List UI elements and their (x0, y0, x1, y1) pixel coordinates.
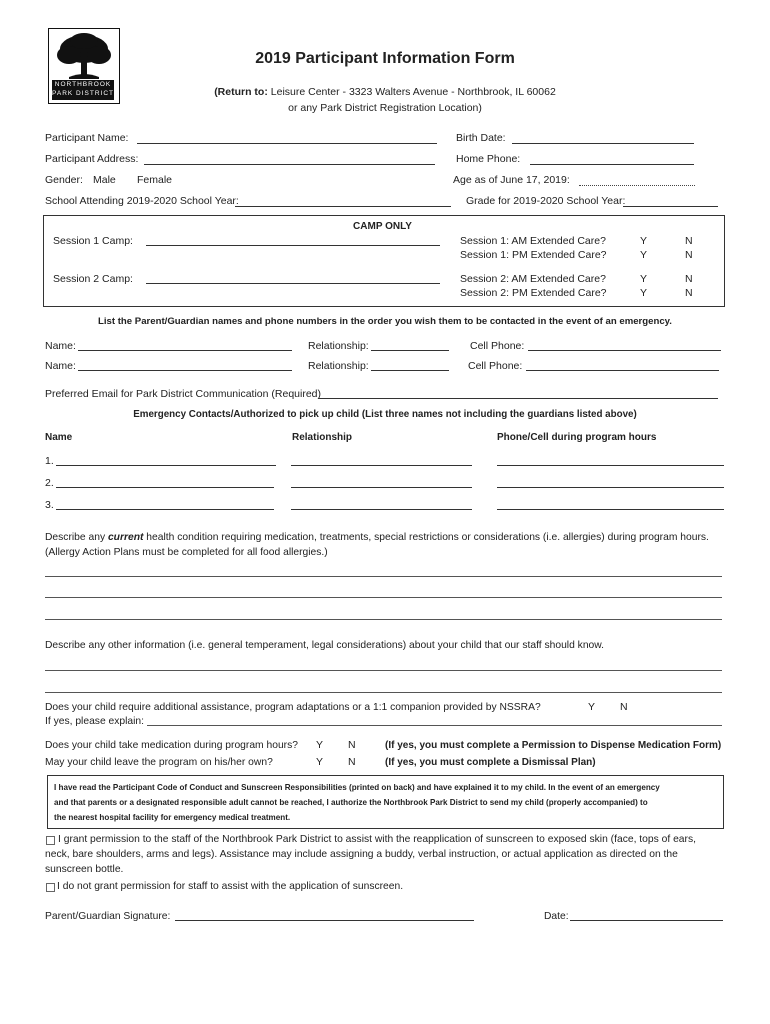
guardian-2-relationship-label: Relationship: (308, 360, 369, 372)
signature-label: Parent/Guardian Signature: (45, 911, 171, 922)
consent-line-1: I have read the Participant Code of Conduct and Sunscreen Responsibilities (printed on back) and have explained it to my child. In the event of an emergency (54, 783, 660, 792)
guardian-2-cell-label: Cell Phone: (468, 360, 523, 372)
guardian-1-relationship-field[interactable] (371, 350, 449, 351)
medication-no[interactable]: N (348, 739, 356, 751)
guardian-2-name-field[interactable] (78, 370, 292, 371)
gender-option-male[interactable]: Male (93, 174, 116, 186)
home-phone-field[interactable] (530, 164, 694, 165)
dismissal-no[interactable]: N (348, 756, 356, 768)
health-suffix: health condition requiring medication, treatments, special restrictions or considerations (i.e. allergies) during program hours. (143, 532, 709, 543)
guardian-2-relationship-field[interactable] (371, 370, 449, 371)
sunscreen-grant-line-3: sunscreen bottle. (45, 864, 124, 875)
participant-address-label: Participant Address: (45, 153, 139, 165)
emergency-row-2-relationship-field[interactable] (291, 487, 472, 488)
assistance-no[interactable]: N (620, 701, 628, 713)
date-field[interactable] (570, 920, 723, 921)
emergency-row-1-relationship-field[interactable] (291, 465, 472, 466)
logo-line-1: NORTHBROOK (54, 81, 112, 88)
assistance-explain-label: If yes, please explain: (45, 716, 145, 727)
emergency-row-1-number: 1. (45, 455, 54, 467)
session-1-camp-label: Session 1 Camp: (53, 235, 133, 247)
assistance-yes[interactable]: Y (588, 701, 596, 713)
participant-address-field[interactable] (144, 164, 435, 165)
sunscreen-deny-checkbox[interactable] (46, 883, 55, 892)
emergency-row-2-name-field[interactable] (56, 487, 274, 488)
session-1-am-no[interactable]: N (685, 235, 693, 247)
birth-date-label: Birth Date: (456, 132, 506, 144)
emergency-row-2-number: 2. (45, 477, 54, 489)
return-address-text: Leisure Center - 3323 Walters Avenue - Northbrook, IL 60062 (267, 86, 556, 98)
participant-name-label: Participant Name: (45, 132, 129, 144)
return-label: (Return to: (214, 86, 268, 98)
emergency-row-1-phone-field[interactable] (497, 465, 724, 466)
session-1-pm-label: Session 1: PM Extended Care? (460, 249, 607, 261)
guardian-1-cell-label: Cell Phone: (470, 340, 525, 352)
dismissal-note: (If yes, you must complete a Dismissal Plan) (385, 757, 596, 768)
emergency-col-phone: Phone/Cell during program hours (497, 432, 657, 443)
sunscreen-grant-line-2: neck, bare shoulders, arms and legs). Assistance may include assigning a buddy, verbal instruction, or actual application as directed on the (45, 849, 678, 860)
consent-line-3: the nearest hospital facility for emergency medical treatment. (54, 813, 291, 822)
other-info-line-2[interactable] (45, 692, 722, 693)
guardian-1-cell-field[interactable] (528, 350, 721, 351)
age-field[interactable] (579, 185, 695, 186)
emergency-row-3-relationship-field[interactable] (291, 509, 472, 510)
session-2-camp-field[interactable] (146, 283, 440, 284)
session-1-am-label: Session 1: AM Extended Care? (460, 235, 606, 247)
form-title: 2019 Participant Information Form (255, 50, 515, 67)
other-info-prompt: Describe any other information (i.e. general temperament, legal considerations) about your child that our staff should know. (45, 640, 605, 651)
medication-yes[interactable]: Y (316, 739, 324, 751)
guardian-instruction: List the Parent/Guardian names and phone numbers in the order you wish them to be contacted in the event of an emergency. (98, 316, 672, 327)
preferred-email-label: Preferred Email for Park District Communication (Required) (45, 388, 321, 400)
gender-option-female[interactable]: Female (137, 174, 173, 186)
sunscreen-grant-line-1: I grant permission to the staff of the Northbrook Park District to assist with the reapplication of sunscreen to exposed skin (face, tops of ears, (58, 834, 696, 845)
camp-only-title: CAMP ONLY (353, 221, 412, 232)
health-line-1[interactable] (45, 576, 722, 577)
emergency-row-3-phone-field[interactable] (497, 509, 724, 510)
health-emphasis: current (107, 532, 144, 543)
session-1-camp-field[interactable] (146, 245, 440, 246)
guardian-1-name-field[interactable] (78, 350, 292, 351)
participant-name-field[interactable] (137, 143, 437, 144)
assistance-question: Does your child require additional assistance, program adaptations or a 1:1 companion provided by NSSRA? (45, 702, 541, 713)
session-2-am-yes[interactable]: Y (640, 273, 648, 285)
guardian-1-name-label: Name: (45, 340, 76, 352)
emergency-row-3-number: 3. (45, 499, 54, 511)
gender-label: Gender: (45, 174, 83, 186)
session-2-am-no[interactable]: N (685, 273, 693, 285)
signature-field[interactable] (175, 920, 474, 921)
medication-question: Does your child take medication during program hours? (45, 740, 298, 751)
return-address (0, 86, 770, 99)
other-info-line-1[interactable] (45, 670, 722, 671)
emergency-row-2-phone-field[interactable] (497, 487, 724, 488)
health-line-3[interactable] (45, 619, 722, 620)
date-label: Date: (544, 911, 569, 922)
home-phone-label: Home Phone: (456, 153, 521, 165)
return-address-line-2: or any Park District Registration Location) (288, 102, 482, 114)
birth-date-field[interactable] (512, 143, 694, 144)
emergency-row-1-name-field[interactable] (56, 465, 276, 466)
age-label: Age as of June 17, 2019: (453, 174, 570, 186)
session-2-pm-label: Session 2: PM Extended Care? (460, 287, 607, 299)
session-1-pm-yes[interactable]: Y (640, 249, 648, 261)
preferred-email-field[interactable] (318, 398, 718, 399)
health-prefix: Describe any (45, 532, 108, 543)
assistance-explain-field[interactable] (147, 725, 722, 726)
medication-note: (If yes, you must complete a Permission to Dispense Medication Form) (385, 740, 722, 751)
school-field[interactable] (235, 206, 451, 207)
session-2-pm-yes[interactable]: Y (640, 287, 648, 299)
session-1-am-yes[interactable]: Y (640, 235, 648, 247)
logo-line-2: PARK DISTRICT (52, 90, 114, 97)
guardian-2-cell-field[interactable] (526, 370, 719, 371)
health-line-2[interactable] (45, 597, 722, 598)
health-condition-prompt (45, 531, 709, 544)
guardian-2-name-label: Name: (45, 360, 76, 372)
dismissal-question: May your child leave the program on his/her own? (45, 757, 273, 768)
sunscreen-grant-checkbox[interactable] (46, 836, 55, 845)
session-1-pm-no[interactable]: N (685, 249, 693, 261)
sunscreen-deny-text: I do not grant permission for staff to assist with the application of sunscreen. (57, 881, 404, 892)
consent-line-2: and that parents or a designated responsible adult cannot be reached, I authorize the Northbrook Park District to send my child (properly accompanied) to (54, 798, 648, 807)
emergency-col-relationship: Relationship (292, 432, 353, 443)
emergency-contacts-title: Emergency Contacts/Authorized to pick up child (List three names not including the guardians listed above) (133, 409, 637, 420)
allergy-note: (Allergy Action Plans must be completed for all food allergies.) (45, 547, 328, 558)
guardian-1-relationship-label: Relationship: (308, 340, 369, 352)
grade-label: Grade for 2019-2020 School Year: (466, 195, 626, 207)
dismissal-yes[interactable]: Y (316, 756, 324, 768)
session-2-am-label: Session 2: AM Extended Care? (460, 273, 606, 285)
session-2-pm-no[interactable]: N (685, 287, 693, 299)
emergency-row-3-name-field[interactable] (56, 509, 274, 510)
session-2-camp-label: Session 2 Camp: (53, 273, 133, 285)
school-label: School Attending 2019-2020 School Year: (45, 195, 239, 207)
emergency-col-name: Name (45, 432, 73, 443)
grade-field[interactable] (623, 206, 718, 207)
